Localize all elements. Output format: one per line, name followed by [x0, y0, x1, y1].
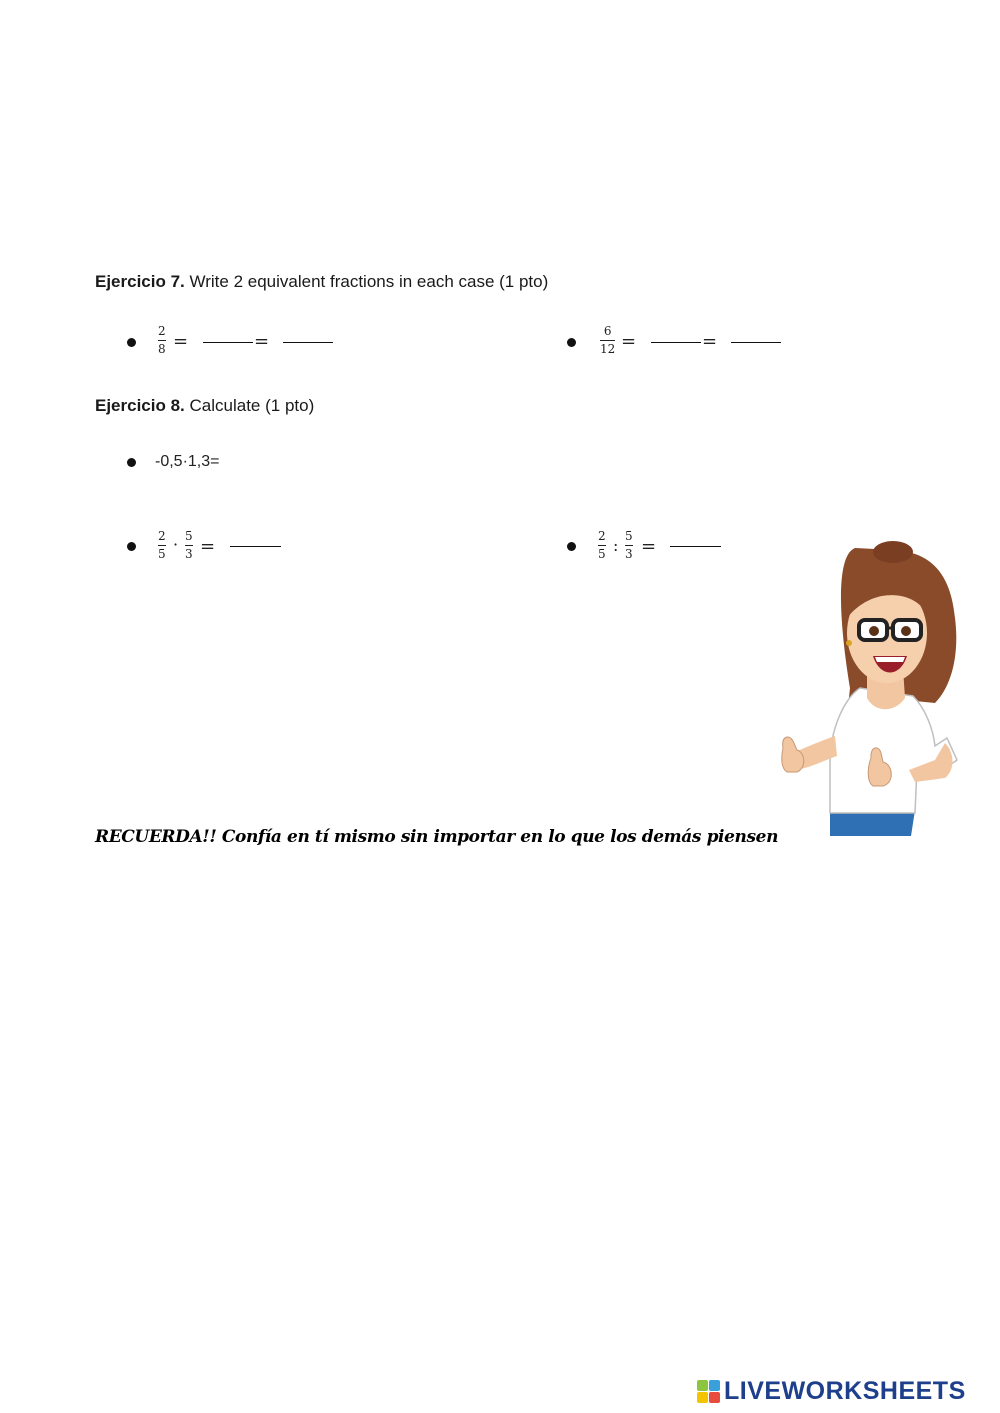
logo-mark-icon [697, 1380, 720, 1403]
bullet-icon [127, 542, 136, 551]
equals-sign: = [621, 331, 637, 352]
fraction-5-3: 5 3 [625, 529, 633, 561]
answer-blank[interactable] [670, 546, 721, 547]
fraction-6-12: 6 12 [600, 324, 616, 356]
equals-sign: = [173, 331, 189, 352]
bullet-icon [127, 458, 136, 467]
answer-blank[interactable] [230, 546, 281, 547]
equals-sign: = [254, 331, 270, 352]
multiply-sign: · [173, 535, 179, 554]
decimal-expression: -0,5·1,3= [155, 453, 220, 470]
bullet-icon [127, 338, 136, 347]
liveworksheets-logo: LIVEWORKSHEETS [697, 1377, 966, 1406]
motivational-motto: RECUERDA!! Confía en tí mismo sin importar en lo que los demás piensen [95, 827, 779, 847]
bullet-icon [567, 338, 576, 347]
fraction-2-5: 2 5 [598, 529, 606, 561]
fraction-2-5: 2 5 [158, 529, 166, 561]
answer-blank[interactable] [731, 342, 781, 343]
fraction-5-3: 5 3 [185, 529, 193, 561]
answer-blank[interactable] [651, 342, 701, 343]
equals-sign: = [641, 536, 657, 557]
answer-blank[interactable] [203, 342, 253, 343]
exercise-7-title: Ejercicio 7. Write 2 equivalent fractions in each case (1 pto) [95, 272, 549, 291]
divide-sign: : [613, 536, 619, 555]
teacher-avatar-illustration [775, 538, 970, 838]
bullet-icon [567, 542, 576, 551]
equals-sign: = [702, 331, 718, 352]
answer-blank[interactable] [283, 342, 333, 343]
exercise-8-title: Ejercicio 8. Calculate (1 pto) [95, 396, 315, 415]
fraction-2-8: 2 8 [158, 324, 166, 356]
equals-sign: = [200, 536, 216, 557]
